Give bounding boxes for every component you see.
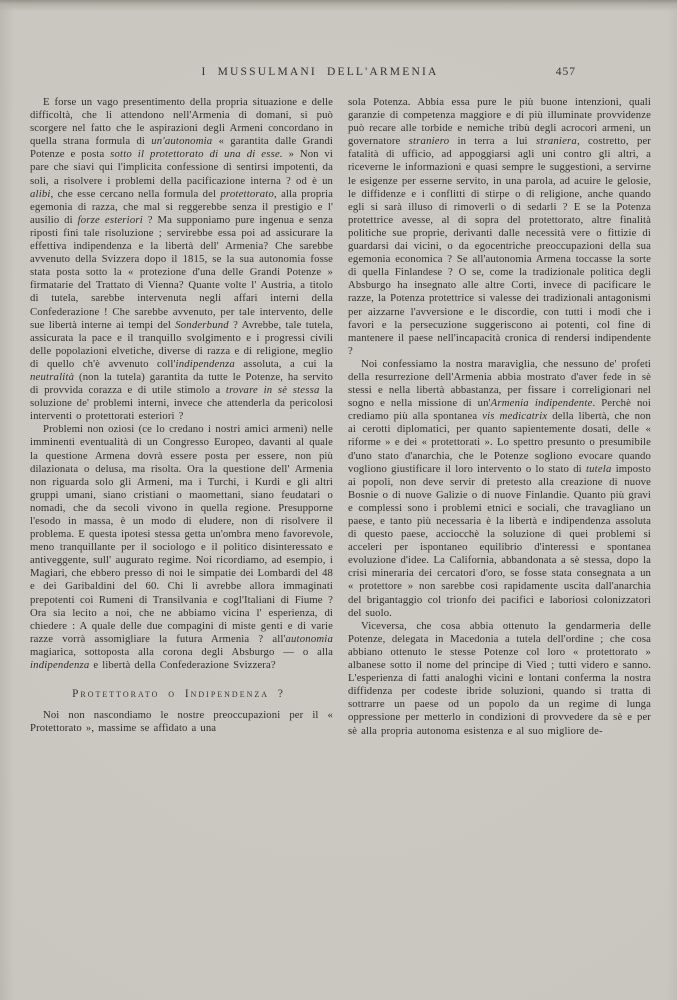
paragraph-right-1: sola Potenza. Abbia essa pure le più buone intenzioni, quali garanzie di competenza maggiore e di più illuminate provvidenze può recare alle torbide e nemiche tribù degli acrocori armeni, un governatore straniero in terra a lui straniera, costretto, per fatalità di ufficio, ad appoggiarsi agli uni contro gli altri, a riceverne le informazioni e quasi sempre le suggestioni, a servirne le esigenze per esserne servito, in una parola, ad acuire le gelosie, le diffidenze e i conflitti di stirpe o di religione, anche quando egli si sarà illuso di rimoverli o di sedarli ? E se la Potenza protettrice avesse, al di sopra del protettorato, altre finalità politiche sue proprie, derivanti dalle necessità vere o fittizie di guardarsi dai vicini, o da egocentriche preoccupazioni della sua egemonia economica ? Se all'autonomia Armena toccasse la sorte di quella Finlandese ? O se, come la tradizionale politica degli Absburgo ha insegnato alle altre Corti, invece di pacificare le razze, la Potenza protettrice si valesse dei tradizionali antagonismi per aizzarne l'avversione e le discordie, con tutti i modi che i favori e la persecuzione suggeriscono ai potenti, col fine di mantenere il paese nell'incapacità cronica di rendersi indipendente ? xyxy=(348,96,651,357)
paragraph-right-2: Noi confessiamo la nostra maraviglia, che nessuno de' profeti della resurrezione dell'Armenia abbia mostrato d'aver fede in sè stessi e nella libertà abbastanza, per fissare i correligionari nel sogno e nella missione di un'Armenia indipendente. Perchè noi crediamo più alla spontanea vis medicatrix della libertà, che non ai cerotti diplomatici, per quanto sapientemente dosati, delle « riforme » e dei « protettorati ». Lo spettro presunto o presumibile d'uno stato d'anarchia, che le Potenze sogliono evocare quando vogliono giustificare il loro intervento o lo stato di tutela imposto ai popoli, non deve servir di pretesto alla creazione di nuove Bosnie o di nuove Galizie o di nuove Finlandie. Quanto più gravi e complessi sono i problemi etnici e sociali, che travagliano un paese, e tanto più necessaria è la libertà e indipendenza assoluta di questo paese, acciocchè la soluzione di quei problemi si acceleri per ispontaneo equilibrio d'interessi e spontanea evoluzione d'idee. La California, abbandonata a sè stessa, dopo la crisi mineraria dei cercatori d'oro, se fosse stata consegnata a un « protettore » non sarebbe così rapidamente uscita dall'anarchia del brigantaggio col trionfo dei pacifici e laboriosi colonizzatori del suolo. xyxy=(348,357,651,619)
running-head xyxy=(30,66,650,81)
paragraph-right-3: Viceversa, che cosa abbia ottenuto la gendarmeria delle Potenze, delegata in Macedonia a tutela dell'ordine ; che cosa abbiano ottenuto le stesse Potenze col loro « protettorato » albanese sotto il nome del principe di Vied ; tutti videro e sanno. L'esperienza di fatti analoghi vicini e lontani conferma la nostra diffidenza per codeste ibride soluzioni, quando si tratta di sottrarre un paese od un popolo da un regime di lunga oppressione per metterlo in condizioni di provvedere da sè e per sè alla propria autonoma esistenza e al suo migliore de- xyxy=(348,619,651,737)
right-column xyxy=(348,96,651,738)
paragraph-left-1: E forse un vago presentimento della propria situazione e delle difficoltà, che li attendono nell'Armenia di domani, si può scorgere nel fatto che le aspirazioni degli Armeni concordano in quella strana formula di un'autonomia « garantita dalle Grandi Potenze e posta sotto il protettorato di una di esse. » Non vi pare che siavi qui l'implicita confessione di sentirsi impotenti, da soli, a risolvere i problemi della pacificazione interna ? od è un alibi, che esse cercano nella formula del protettorato, alla propria egemonia di razza, che mal si reggerebbe senza il prestigio e l' ausilio di forze esteriori ? Ma supponiamo pure ingenua e senza riposti fini tale risoluzione ; servirebbe essa poi ad assicurare la effettiva indipendenza e la libertà dell' Armenia? Che sarebbe avvenuto della Svizzera dopo il 1815, se la sua autonomia fosse stata posta sotto la « protezione d'una delle Grandi Potenze » firmatarie del Trattato di Vienna? Quante volte l' Austria, a titolo di tutela, sarebbe intervenuta negli affari interni della Confederazione ! Che sarebbe avvenuto, per tale intervento, delle sue libertà interne ai tempi del Sonderbund ? Avrebbe, tale tutela, assicurata la pace e il tranquillo svolgimento e i progressi civili delle popolazioni elvetiche, diverse di razza e di religione, meglio di quello ch'è avvenuto coll'indipendenza assoluta, a cui la neutralità (non la tutela) garantita da tutte le Potenze, ha servito di provvida corazza e di utile stimolo a trovare in sè stessa la soluzione de' problemi interni, invece che attenderla da pericolosi interventi o protettorati esteriori ? xyxy=(30,96,334,423)
text-columns xyxy=(30,96,651,738)
section-heading: Protettorato o Indipendenza ? xyxy=(72,688,285,701)
running-title: I MUSSULMANI DELL'ARMENIA xyxy=(201,66,439,78)
paragraph-left-3: Noi non nascondiamo le nostre preoccupazioni per il « Protettorato », massime se affidato a una xyxy=(30,709,333,735)
page-number: 457 xyxy=(555,66,576,78)
paragraph-left-2: Problemi non oziosi (ce lo credano i nostri amici armeni) nelle imminenti eventualità di un Congresso Europeo, davanti al quale la questione Armena dovrà essere posta per essere, non più dilazionata o delusa, ma risolta. Ora la questione dell' Armenia non riguarda solo gli Armeni, ma i Turchi, i Kurdi e gli altri gruppi umani, siano cristiani o maomettani, siano feudatari o nomadi, che da secoli vivono in quella regione. Presupporne l'esodo in massa, è un modo di eludere, non di risolvere il problema. E questa ipotesi stessa getta un'ombra meno favorevole, meno tranquillante per il sociologo e il politico disinteressato e antiveggente, sull' augurato regime. Noi ricordiamo, ad esempio, i Magiari, che ebbero presso di noi le simpatie dei Lombardi del 48 e dei Garibaldini del 60. Chi li avrebbe allora immaginati prepotenti coi Rumeni di Transilvania e cogl'Italiani di Fiume ? Ora sia lecito a noi, che ne abbiamo vicina l' esperienza, di chiedere : A quale delle due compagini di miste genti e di varie razze vorrà assomigliare la futura Armenia ? all'autonomia magiarica, sottoposta alla corona degli Absburgo — o alla indipendenza e libertà della Confederazione Svizzera? xyxy=(30,423,333,672)
left-column xyxy=(30,96,333,738)
